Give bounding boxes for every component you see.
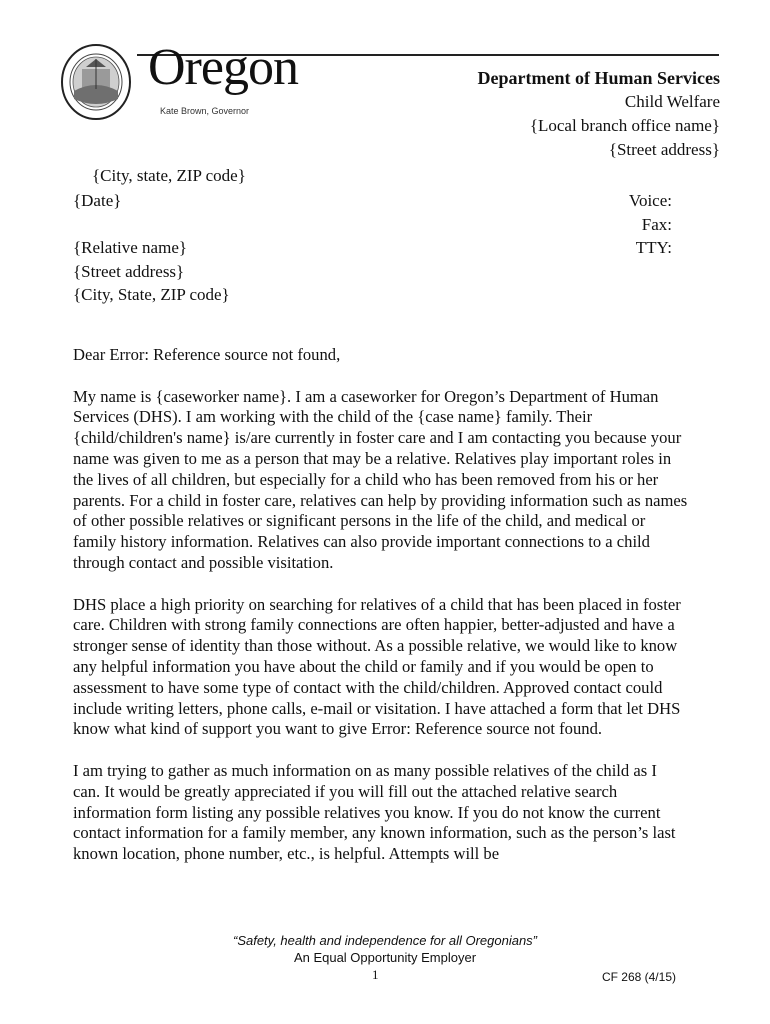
form-code: CF 268 (4/15) <box>601 970 676 984</box>
voice-label: Voice: <box>628 191 672 210</box>
page-number: 1 <box>372 967 379 982</box>
recipient-name: {Relative name} <box>73 238 188 257</box>
fax-label: Fax: <box>641 214 672 234</box>
office-street-address: {Street address} <box>608 140 720 159</box>
oregon-wordmark: Oregon <box>148 39 298 96</box>
body-paragraph-1: My name is {caseworker name}. I am a caseworker for Oregon’s Department of Human Services (DHS). I am working with the child of the {case name} family. Their {child/children's name} is/are currently in foster care and I am contacting you because your name was given to me as a person that may be a relative. Relatives play important roles in the lives of all children, but especially for a child who has been removed from his or her parents. For a child in foster care, relatives can help by providing information such as names of other possible relatives or significant persons in the life of the child, and medical or family history information. Relatives can also provide important connections to a child through contact and possible visitation. <box>73 386 688 572</box>
equal-opportunity-line: An Equal Opportunity Employer <box>293 950 477 965</box>
date-placeholder: {Date} <box>73 191 122 210</box>
state-seal-icon <box>60 43 132 121</box>
blank-line <box>73 213 230 237</box>
contact-labels <box>629 189 672 260</box>
footer-motto: “Safety, health and independence for all Oregonians” <box>232 933 537 948</box>
division-name: Child Welfare <box>624 92 720 111</box>
salutation: Dear Error: Reference source not found, <box>73 345 341 364</box>
department-name: Department of Human Services <box>477 68 720 88</box>
tty-label: TTY: <box>635 238 672 257</box>
body-paragraph-2: DHS place a high priority on searching for relatives of a child that has been placed in foster care. Children with strong family connections are often happier, better-adjusted and have a stronger sense of identity than those without. As a possible relative, we would like to know any helpful information you have about the child or family and if you would be open to assessment to have some type of contact with the child/children. Approved contact could include writing letters, phone calls, e-mail or visitation. I have attached a form that let DHS know what kind of support you want to give Error: Reference source not found. <box>73 594 681 739</box>
letter-body <box>73 345 688 886</box>
department-address-block <box>478 66 720 162</box>
recipient-street: {Street address} <box>73 261 185 281</box>
body-paragraph-3: I am trying to gather as much information on as many possible relatives of the child as I can. It would be greatly appreciated if you will fill out the attached relative search information form listing any possible relatives you know. If you do not know the current contact information for a family member, any known information, such as the person’s last known location, phone number, etc., is helpful. Attempts will be <box>73 760 676 864</box>
date-and-recipient-block <box>73 189 230 307</box>
recipient-city: {City, State, ZIP code} <box>73 285 230 304</box>
governor-line: Kate Brown, Governor <box>160 106 250 116</box>
branch-office-name: {Local branch office name} <box>529 116 720 135</box>
office-city-line: {City, state, ZIP code} <box>92 166 246 185</box>
